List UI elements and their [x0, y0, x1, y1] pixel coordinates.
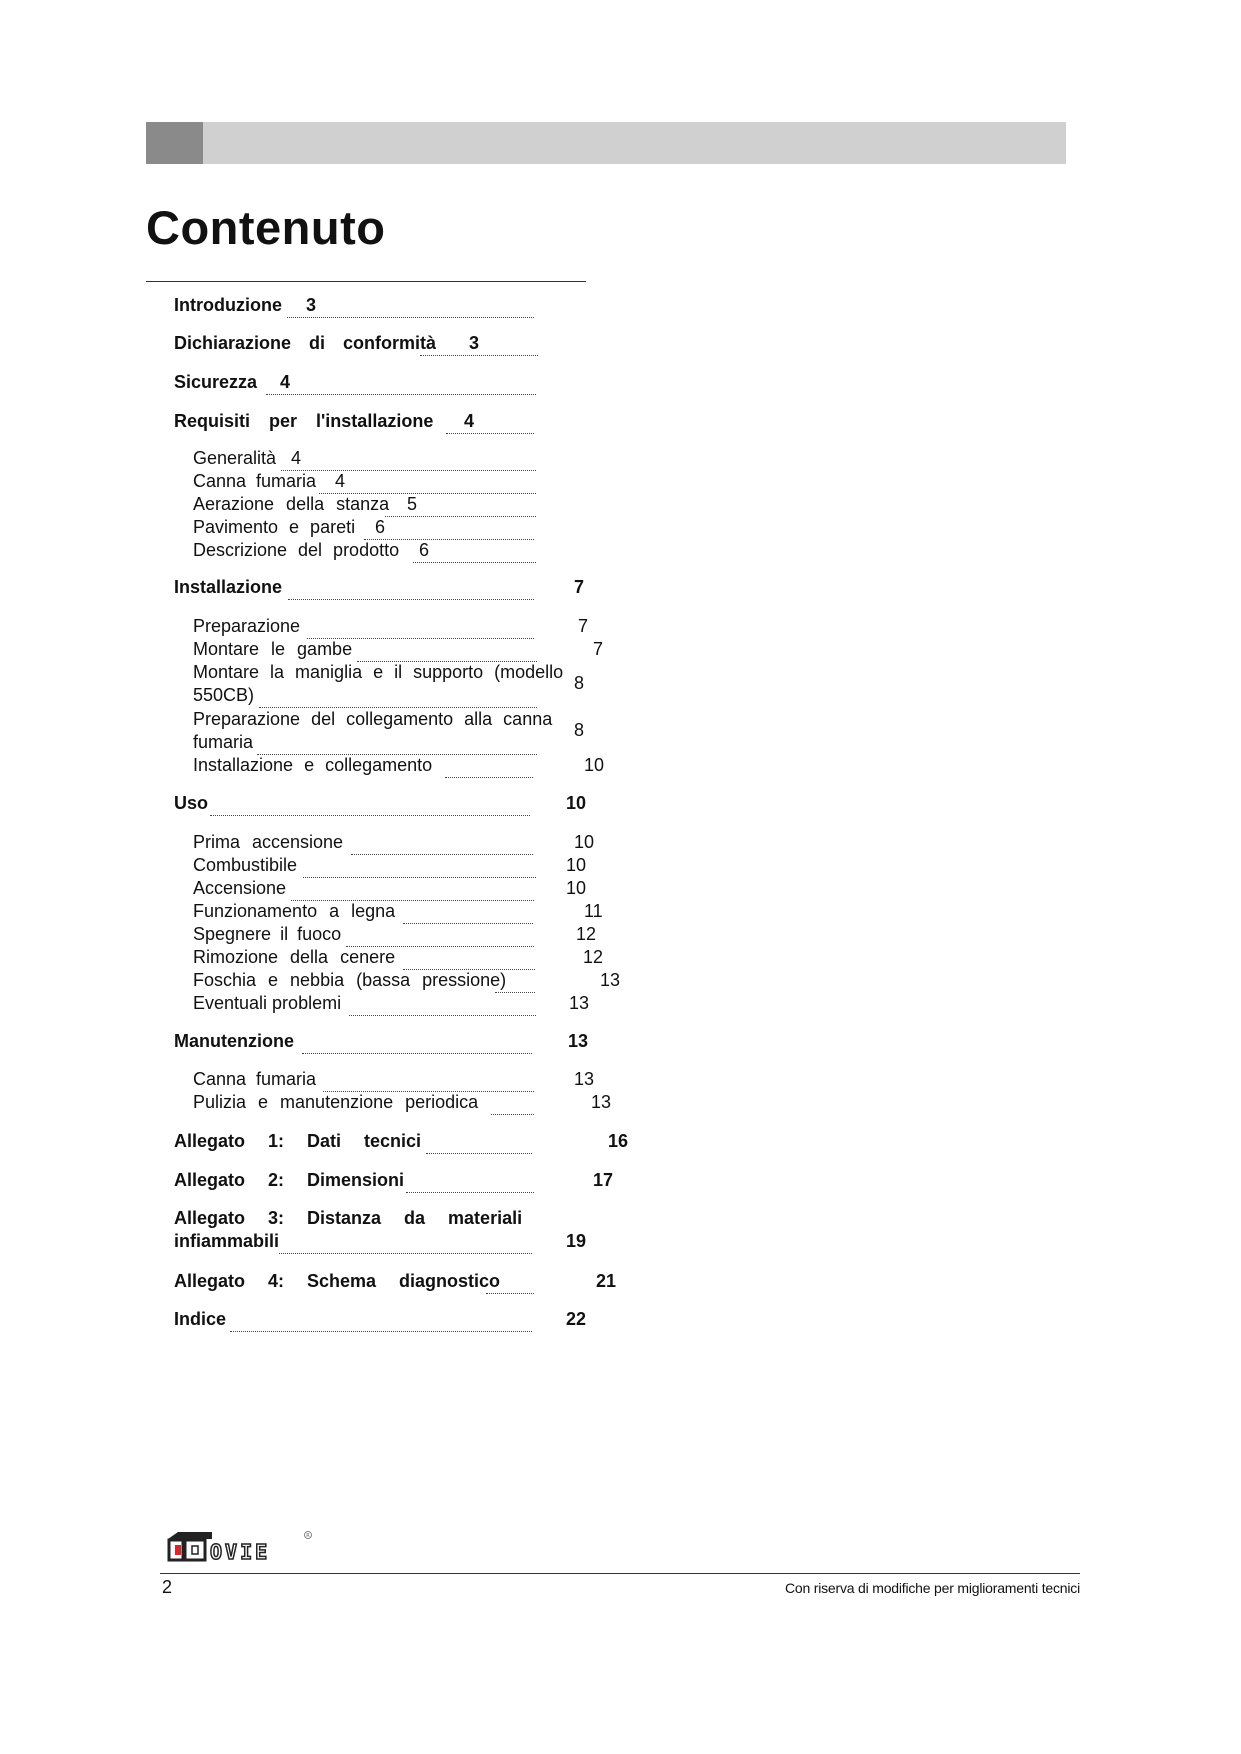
title-divider: [146, 281, 586, 282]
toc-entry-sicurezza[interactable]: Sicurezza 4: [174, 371, 564, 394]
toc-entry-installazione[interactable]: Installazione 7: [174, 576, 564, 599]
toc-entry-requisiti[interactable]: Requisiti per l'installazione 4: [174, 410, 564, 433]
toc-entry-indice[interactable]: Indice 22: [174, 1308, 564, 1331]
toc-entry-aerazione[interactable]: Aerazione della stanza 5: [193, 493, 564, 516]
toc-entry-rimozione[interactable]: Rimozione della cenere 12: [193, 946, 564, 969]
toc-entry-montare-gambe[interactable]: Montare le gambe 7: [193, 638, 564, 661]
toc-entry-prima-accensione[interactable]: Prima accensione 10: [193, 831, 564, 854]
page-title: Contenuto: [146, 201, 386, 254]
footer-divider: [160, 1573, 1080, 1574]
toc-entry-pulizia[interactable]: Pulizia e manutenzione periodica 13: [193, 1091, 564, 1114]
toc-entry-canna-fumaria[interactable]: Canna fumaria 4: [193, 470, 564, 493]
header-bar: [146, 122, 1066, 164]
toc-entry-foschia[interactable]: Foschia e nebbia (bassa pressione) 13: [193, 969, 564, 992]
toc-entry-allegato-3[interactable]: Allegato 3: Distanza da materiali infiammabili 19: [174, 1207, 564, 1253]
svg-text:R: R: [306, 1532, 310, 1539]
page-number: 2: [162, 1577, 173, 1597]
brand-logo: [166, 1530, 316, 1564]
toc-entry-allegato-2[interactable]: Allegato 2: Dimensioni 17: [174, 1169, 564, 1192]
toc-entry-accensione[interactable]: Accensione 10: [193, 877, 564, 900]
toc-entry-spegnere[interactable]: Spegnere il fuoco 12: [193, 923, 564, 946]
toc-entry-manutenzione[interactable]: Manutenzione 13: [174, 1030, 564, 1053]
toc-entry-preparazione-collegamento[interactable]: Preparazione del collegamento alla canna fumaria 8: [193, 708, 564, 754]
toc-entry-introduzione[interactable]: Introduzione 3: [174, 294, 564, 317]
toc-entry-pavimento[interactable]: Pavimento e pareti 6: [193, 516, 564, 539]
toc-entry-preparazione[interactable]: Preparazione 7: [193, 615, 564, 638]
toc-entry-canna-fumaria-manutenzione[interactable]: Canna fumaria 13: [193, 1068, 564, 1091]
toc-entry-dichiarazione[interactable]: Dichiarazione di conformità 3: [174, 332, 564, 355]
toc-entry-montare-maniglia[interactable]: Montare la maniglia e il supporto (modello 550CB) 8: [193, 661, 564, 707]
toc-entry-eventuali[interactable]: Eventuali problemi 13: [193, 992, 564, 1015]
footer-note: Con riserva di modifiche per miglioramenti tecnici: [784, 1580, 1080, 1596]
toc-entry-uso[interactable]: Uso 10: [174, 792, 564, 815]
toc-entry-combustibile[interactable]: Combustibile 10: [193, 854, 564, 877]
toc-entry-installazione-collegamento[interactable]: Installazione e collegamento 10: [193, 754, 564, 777]
toc-entry-descrizione[interactable]: Descrizione del prodotto 6: [193, 539, 564, 562]
toc-entry-funzionamento[interactable]: Funzionamento a legna 11: [193, 900, 564, 923]
svg-text:OVIE: OVIE: [210, 1540, 271, 1564]
header-accent-block: [146, 122, 203, 164]
toc-entry-allegato-1[interactable]: Allegato 1: Dati tecnici 16: [174, 1130, 564, 1153]
toc-entry-generalita[interactable]: Generalità 4: [193, 447, 564, 470]
toc-entry-allegato-4[interactable]: Allegato 4: Schema diagnostico 21: [174, 1270, 564, 1293]
